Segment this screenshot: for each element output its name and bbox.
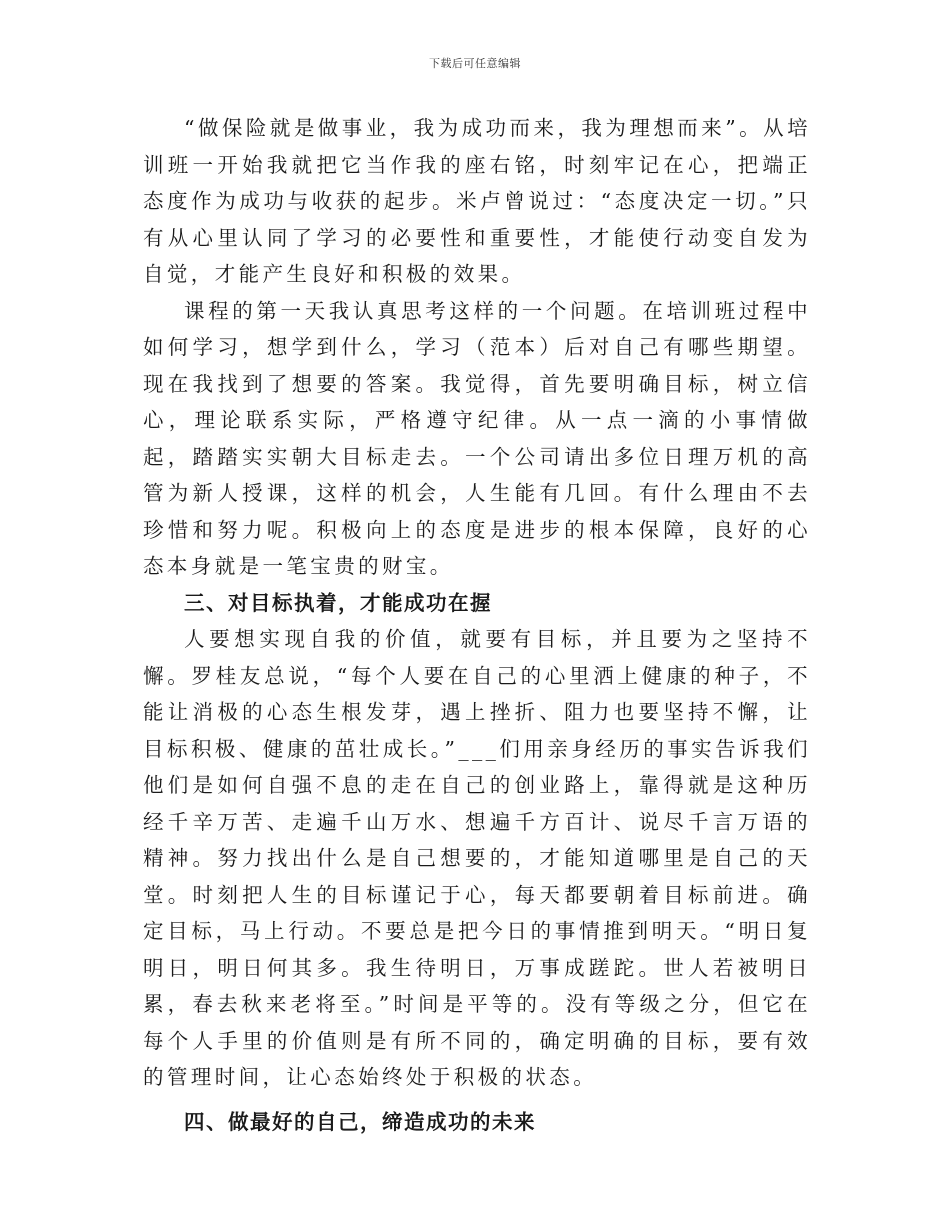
section-heading-3: 三、对目标执着，才能成功在握	[184, 590, 492, 615]
paragraph-attitude: “做保险就是做事业，我为成功而来，我为理想而来”。从培训班一开始我就把它当作我的座右铭，时刻牢记在心，把端正态度作为成功与收获的起步。米卢曾说过：“态度决定一切。”只有从心里认同了学习的必要性和重要性，才能使行动变自发为自觉，才能产生良好和积极的效果。	[143, 116, 811, 286]
paragraph-goals: 人要想实现自我的价值，就要有目标，并且要为之坚持不懈。罗桂友总说，“每个人要在自己的心里洒上健康的种子，不能让消极的心态生根发芽，遇上挫折、阻力也要坚持不懈，让目标积极、健康的茁壮成长。”___们用亲身经历的事实告诉我们他们是如何自强不息的走在自己的创业路上，靠得就是这种历经千辛万苦、走遍千山万水、想遍千方百计、说尽千言万语的精神。努力找出什么是自己想要的，才能知道哪里是自己的天堂。时刻把人生的目标谨记于心，每天都要朝着目标前进。确定目标，马上行动。不要总是把今日的事情推到明天。“明日复明日，明日何其多。我生待明日，万事成蹉跎。世人若被明日累，春去秋来老将至。”时间是平等的。没有等级之分，但它在每个人手里的价值则是有所不同的，确定明确的目标，要有效的管理时间，让心态始终处于积极的状态。	[143, 627, 811, 1089]
document-body	[143, 110, 811, 1140]
page-header: 下载后可任意编辑	[429, 57, 521, 70]
paragraph-first-day: 课程的第一天我认真思考这样的一个问题。在培训班过程中如何学习，想学到什么，学习（范本）后对自己有哪些期望。现在我找到了想要的答案。我觉得，首先要明确目标，树立信心，理论联系实际，严格遵守纪律。从一点一滴的小事情做起，踏踏实实朝大目标走去。一个公司请出多位日理万机的高管为新人授课，这样的机会，人生能有几回。有什么理由不去珍惜和努力呢。积极向上的态度是进步的根本保障，良好的心态本身就是一笔宝贵的财宝。	[143, 298, 811, 578]
section-heading-4: 四、做最好的自己，缔造成功的未来	[184, 1109, 536, 1134]
